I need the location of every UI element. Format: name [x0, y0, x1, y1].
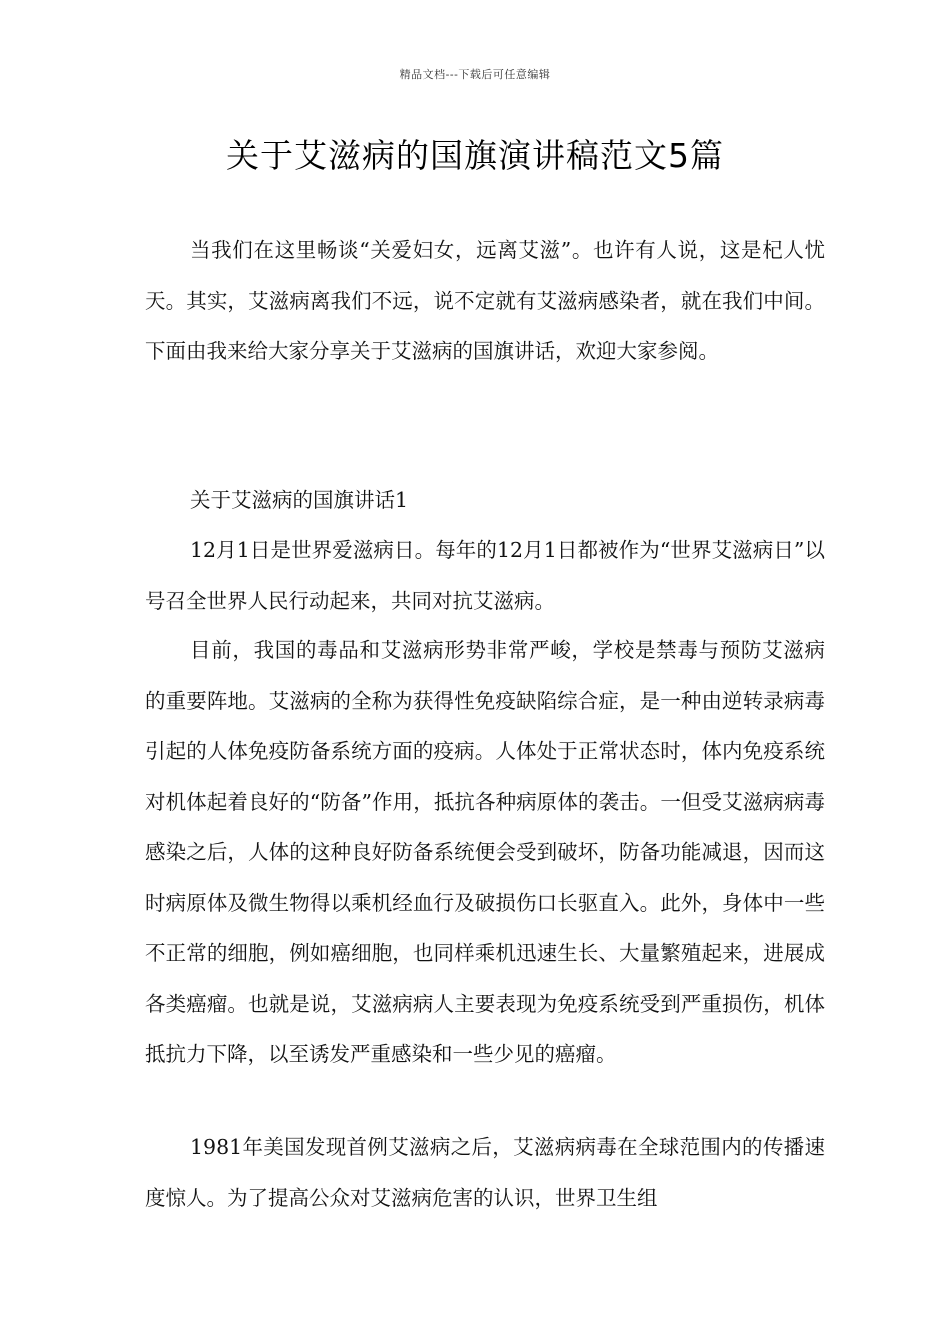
body-paragraph: 1981年美国发现首例艾滋病之后，艾滋病病毒在全球范围内的传播速度惊人。为了提高公众对艾滋病危害的认识，世界卫生组 — [145, 1135, 825, 1210]
section-heading: 关于艾滋病的国旗讲话1 — [190, 488, 409, 512]
page-title: 关于艾滋病的国旗演讲稿范文5篇 — [226, 136, 724, 175]
header-note: 精品文档---下载后可任意编辑 — [399, 68, 551, 81]
body-paragraph: 目前，我国的毒品和艾滋病形势非常严峻，学校是禁毒与预防艾滋病的重要阵地。艾滋病的全称为获得性免疫缺陷综合症，是一种由逆转录病毒引起的人体免疫防备系统方面的疫病。人体处于正常状态时，体内免疫系统对机体起着良好的“防备”作用，抵抗各种病原体的袭击。一但受艾滋病病毒感染之后，人体的这种良好防备系统便会受到破坏，防备功能减退，因而这时病原体及微生物得以乘机经血行及破损伤口长驱直入。此外，身体中一些不正常的细胞，例如癌细胞，也同样乘机迅速生长、大量繁殖起来，进展成各类癌瘤。也就是说，艾滋病病人主要表现为免疫系统受到严重损伤，机体抵抗力下降，以至诱发严重感染和一些少见的癌瘤。 — [145, 638, 825, 1066]
body-paragraph: 12月1日是世界爱滋病日。每年的12月1日都被作为“世界艾滋病日”以号召全世界人民行动起来，共同对抗艾滋病。 — [145, 538, 825, 613]
intro-paragraph: 当我们在这里畅谈“关爱妇女，远离艾滋”。也许有人说，这是杞人忧天。其实，艾滋病离我们不远，说不定就有艾滋病感染者，就在我们中间。下面由我来给大家分享关于艾滋病的国旗讲话，欢迎大家参阅。 — [145, 238, 825, 363]
